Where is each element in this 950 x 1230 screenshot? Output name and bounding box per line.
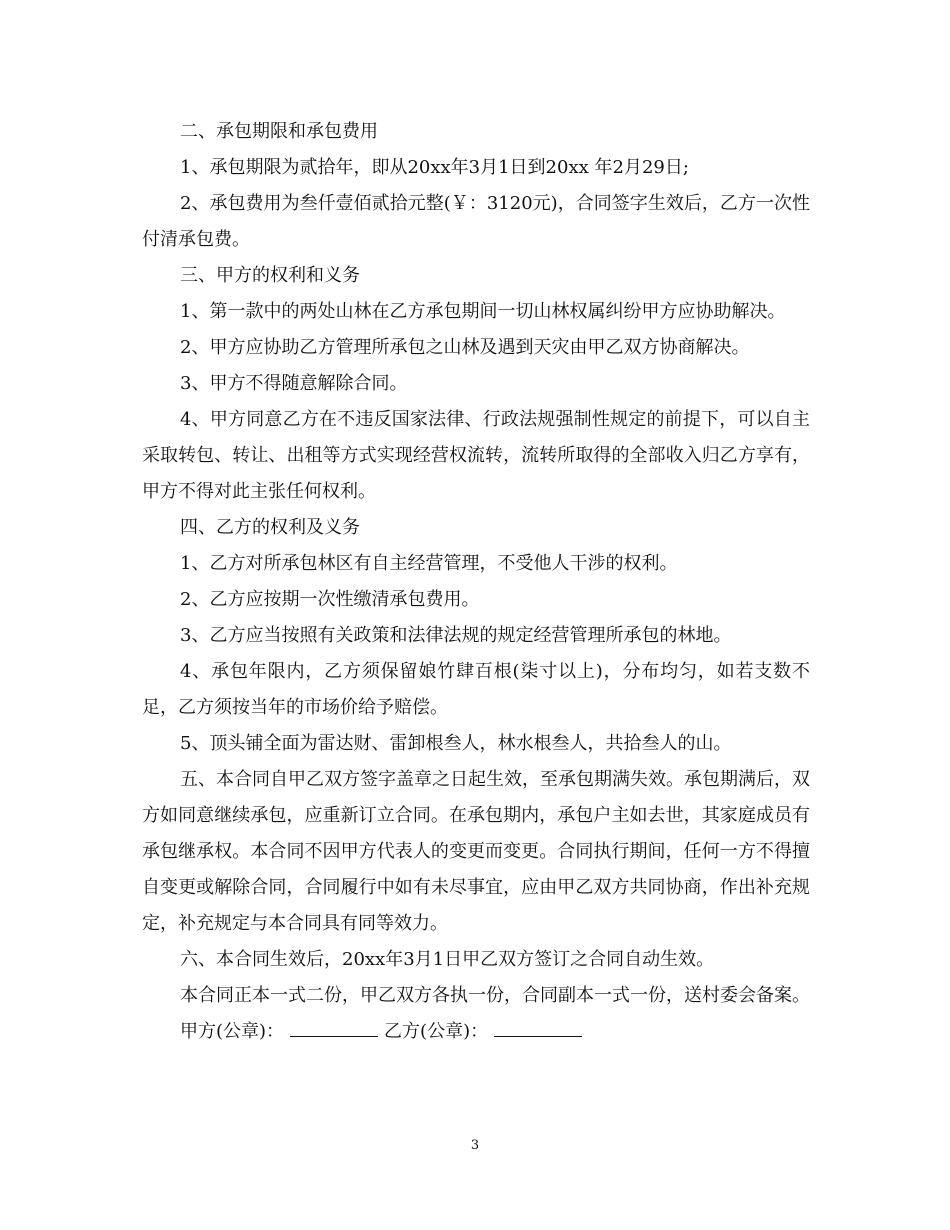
clause-party-a-2: 2、甲方应协助乙方管理所承包之山林及遇到天灾由甲乙双方协商解决。 xyxy=(180,337,750,358)
signature-row xyxy=(142,1014,810,1050)
clause-term: 1、承包期限为贰拾年，即从20xx年3月1日到20xx 年2月29日; xyxy=(180,157,689,178)
clause-party-b-5: 5、顶头铺全面为雷达财、雷卸根叁人，林水根叁人，共拾叁人的山。 xyxy=(180,733,732,754)
page-number: 3 xyxy=(470,1138,480,1153)
party-b-seal-blank xyxy=(494,1016,582,1037)
party-a-seal-label: 甲方(公章)： xyxy=(180,1021,285,1042)
clause-party-b-3: 3、乙方应当按照有关政策和法律法规的规定经营管理所承包的林地。 xyxy=(180,625,732,646)
party-a-seal-blank xyxy=(290,1016,378,1037)
section-heading-term-fee: 二、承包期限和承包费用 xyxy=(180,121,378,142)
clause-fee: 2、承包费用为叁仟壹佰贰拾元整(￥：3120元)，合同签字生效后，乙方一次性付清承包费。 xyxy=(142,193,810,250)
clause-party-b-4: 4、承包年限内，乙方须保留娘竹肆百根(柒寸以上)，分布均匀，如若支数不足，乙方须按当年的市场价给予赔偿。 xyxy=(142,661,810,718)
section-heading-party-a: 三、甲方的权利和义务 xyxy=(180,265,360,286)
section-prior-contract: 六、本合同生效后，20xx年3月1日甲乙双方签订之合同自动生效。 xyxy=(180,949,715,970)
party-b-seal-label: 乙方(公章)： xyxy=(384,1021,489,1042)
section-effectiveness: 五、本合同自甲乙双方签字盖章之日起生效，至承包期满失效。承包期满后，双方如同意继续承包，应重新订立合同。在承包期内，承包户主如去世，其家庭成员有承包继承权。本合同不因甲方代表人的变更而变更。合同执行期间，任何一方不得擅自变更或解除合同，合同履行中如有未尽事宜，应由甲乙双方共同协商，作出补充规定，补充规定与本合同具有同等效力。 xyxy=(142,769,810,934)
clause-party-b-1: 1、乙方对所承包林区有自主经营管理，不受他人干涉的权利。 xyxy=(180,553,678,574)
clause-party-a-4: 4、甲方同意乙方在不违反国家法律、行政法规强制性规定的前提下，可以自主采取转包、转让、出租等方式实现经营权流转，流转所取得的全部收入归乙方享有，甲方不得对此主张任何权利。 xyxy=(142,409,810,502)
clause-copies: 本合同正本一式二份，甲乙双方各执一份，合同副本一式一份，送村委会备案。 xyxy=(180,985,810,1006)
clause-party-a-3: 3、甲方不得随意解除合同。 xyxy=(180,373,408,394)
clause-party-b-2: 2、乙方应按期一次性缴清承包费用。 xyxy=(180,589,480,610)
contract-body xyxy=(142,114,810,1050)
section-heading-party-b: 四、乙方的权利及义务 xyxy=(180,517,360,538)
clause-party-a-1: 1、第一款中的两处山林在乙方承包期间一切山林权属纠纷甲方应协助解决。 xyxy=(180,301,786,322)
